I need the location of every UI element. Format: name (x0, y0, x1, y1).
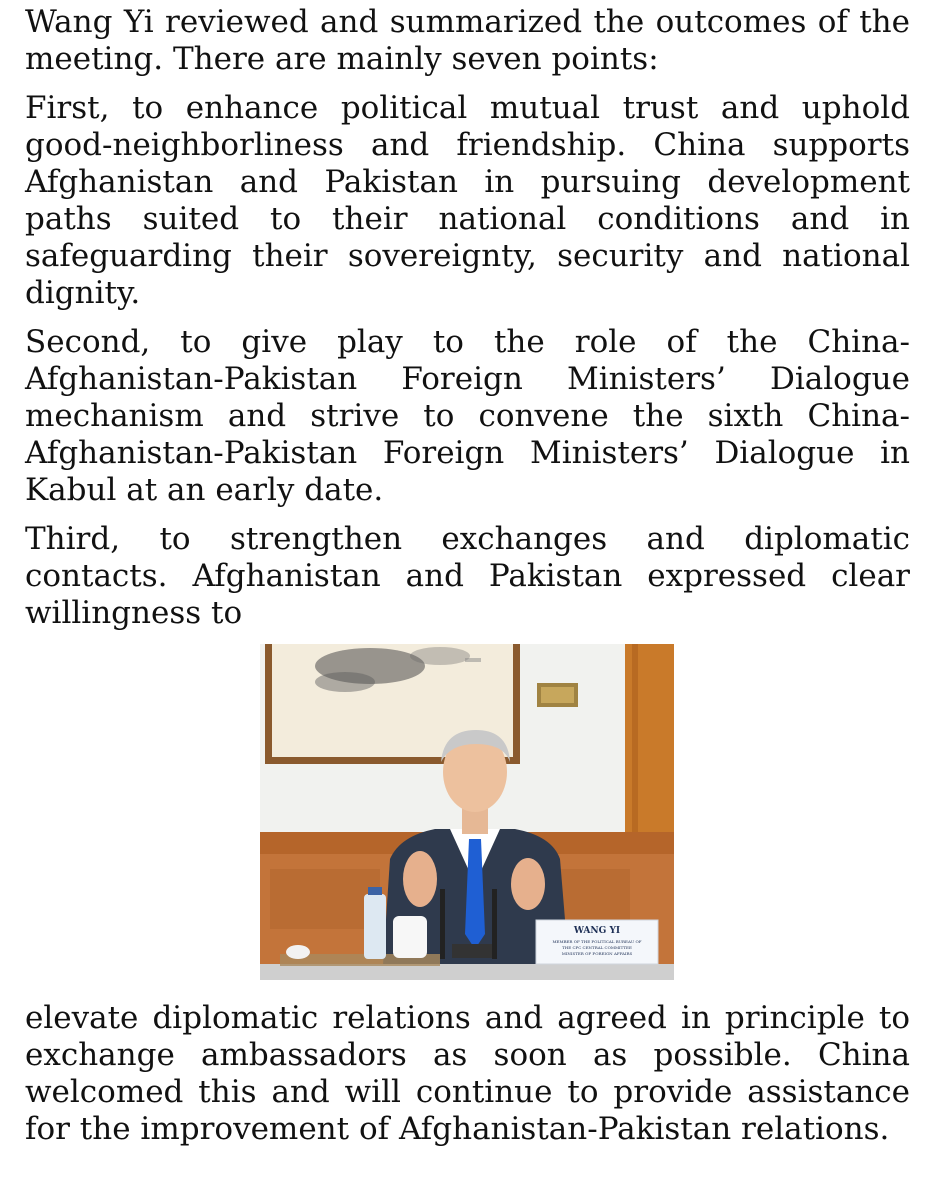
nameplate-line: MINISTER OF FOREIGN AFFAIRS (561, 951, 633, 956)
tea-cup (393, 916, 427, 958)
water-bottle (364, 894, 386, 959)
nameplate-line: MEMBER OF THE POLITICAL BUREAU OF (552, 939, 642, 944)
microphone (440, 889, 445, 959)
conference-table (260, 964, 674, 980)
point-three-end-paragraph: elevate diplomatic relations and agreed in principle to exchange ambassadors as soon as possible. China welcomed this and will continue to provide assistance for the improvement of Afghanistan-Pakistan relations. (25, 1000, 910, 1147)
nameplate-name: WANG YI (573, 926, 621, 936)
photo-illustration (260, 644, 674, 980)
intro-paragraph: Wang Yi reviewed and summarized the outcomes of the meeting. There are mainly seven points: (25, 4, 910, 77)
microphone (492, 889, 497, 959)
point-one-paragraph: First, to enhance political mutual trust and uphold good-neighborliness and friendship. China supports Afghanistan and Pakistan in pursuing development paths suited to their national conditions and in safeguarding their sovereignty, security and national dignity. (25, 90, 910, 311)
point-two-paragraph: Second, to give play to the role of the China-Afghanistan-Pakistan Foreign Ministers’ Dialogue mechanism and strive to convene the sixth China-Afghanistan-Pakistan Foreign Ministers’ Dialogue in Kabul at an early date. (25, 324, 910, 508)
nameplate-line: THE CPC CENTRAL COMMITTEE (562, 945, 632, 950)
nameplate (536, 920, 658, 964)
article-body (25, 4, 910, 1148)
point-three-start-paragraph: Third, to strengthen exchanges and diplomatic contacts. Afghanistan and Pakistan expressed clear willingness to (25, 521, 910, 631)
news-photo (260, 644, 674, 980)
